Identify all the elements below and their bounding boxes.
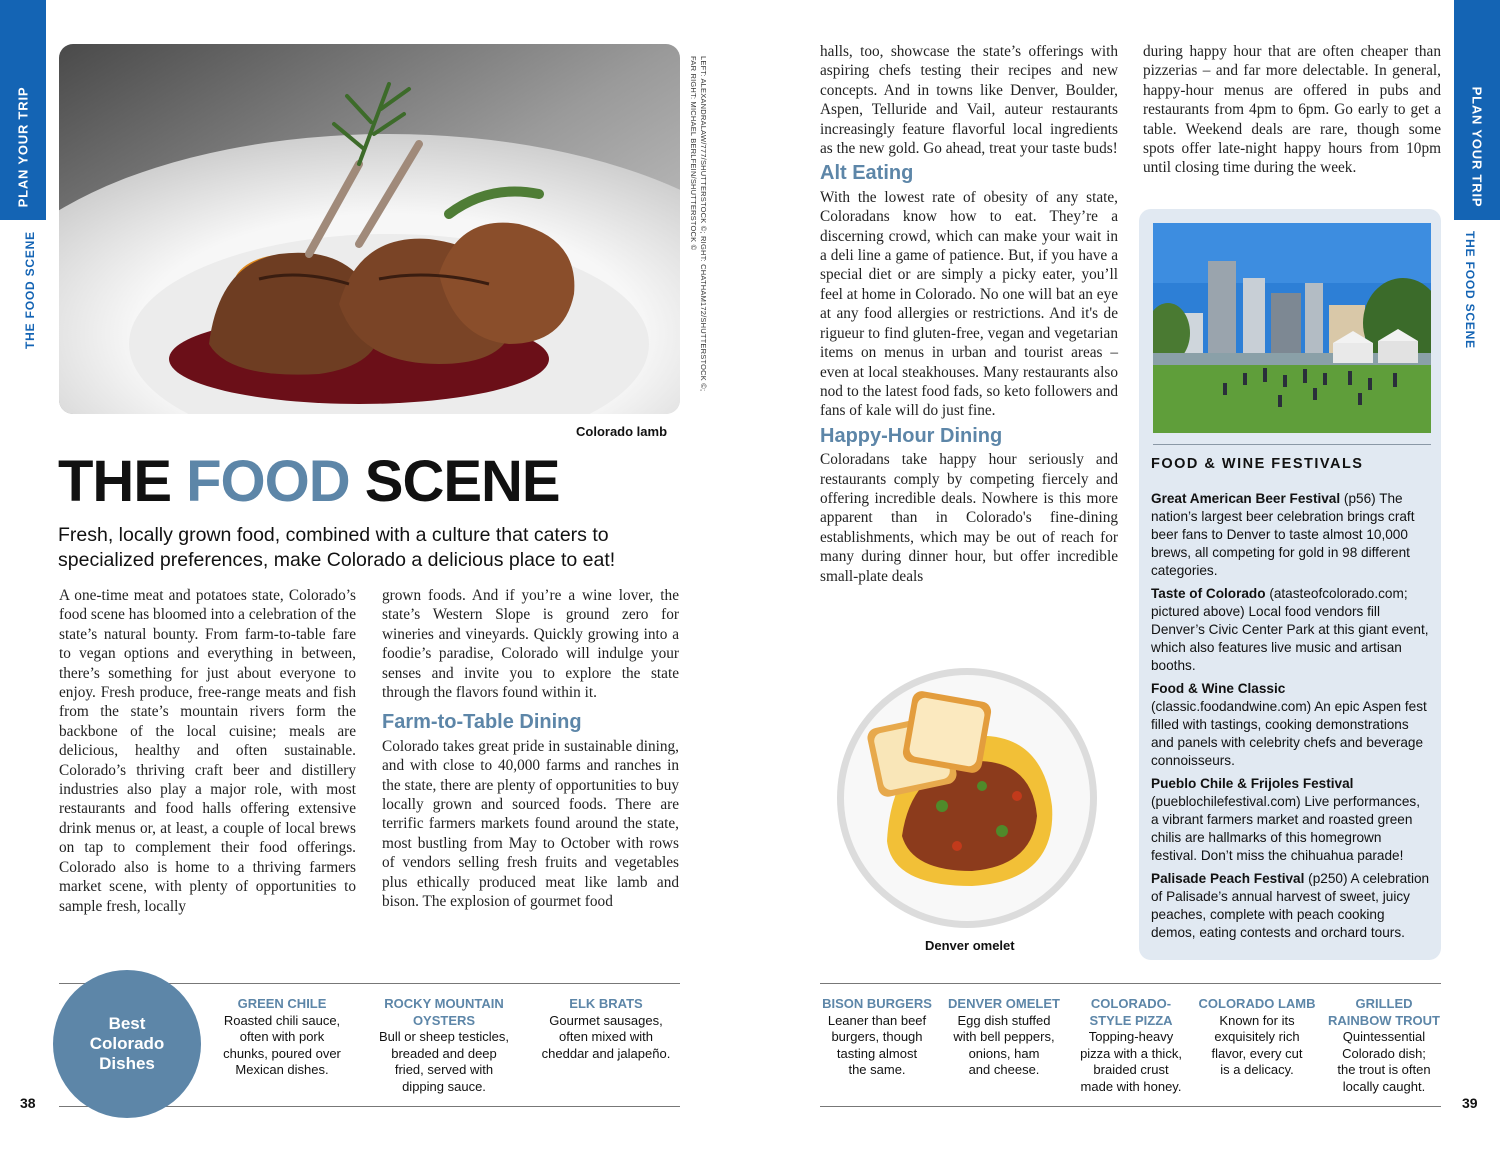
- festival-name: Palisade Peach Festival: [1151, 871, 1305, 886]
- page-number-right: 39: [1462, 1095, 1478, 1111]
- festival-item: [1151, 585, 1431, 675]
- dish-desc: Egg dish stuffed: [957, 1012, 1051, 1028]
- festival-desc: (atasteofcolorado.com; pictured above) Local food vendors fill Denver’s Civic Center Park at this giant event, which also features live music and artisan booths.: [1151, 586, 1429, 673]
- dishes-bottom-rule-right: [820, 1106, 1441, 1107]
- dish-desc: pizza with a thick,: [1080, 1045, 1182, 1061]
- dish-name: COLORADO LAMB: [1198, 996, 1316, 1011]
- col1-paragraph: A one-time meat and potatoes state, Colorado’s food scene has bloomed into a celebration of the state’s natural bounty. From farm-to-table fare to vegan options and everything in between, there’s something for just about everyone to enjoy. Fresh produce, free-range meats and fish from the state’s mountain rivers form the backbone of the local cuisine; meals are delicious, healthy and often sustainable. Colorado’s thriving craft beer and distillery industries also play a major role, with most restaurants and food halls offering extensive drink menus or, at least, a couple of local brews on tap to complement their food offerings. Colorado also is home to a thriving farmers market scene, with plenty of opportunities to sample fresh, locally: [59, 587, 356, 915]
- dish-desc: fried, served with: [394, 1062, 494, 1077]
- dish-name: ROCKY MOUNTAIN: [384, 996, 504, 1011]
- dish-desc: is a delicacy.: [1220, 1062, 1294, 1077]
- col3-paragraph-1: halls, too, showcase the state’s offerings with aspiring chefs testing their recipes and new concepts. And in towns like Denver, Boulder, Aspen, Telluride and Vail, auteur restaurants increasingly feature flavorful local ingredients as the new gold. Go ahead, treat your taste buds!: [820, 43, 1118, 158]
- dishes-top-rule-right: [820, 983, 1441, 984]
- title-part-3: SCENE: [349, 449, 560, 514]
- happy-hour-heading: Happy-Hour Dining: [820, 424, 1003, 447]
- dish-name: GRILLED: [1355, 996, 1413, 1011]
- festival-heading: FOOD & WINE FESTIVALS: [1151, 456, 1364, 472]
- dish-desc: Colorado dish;: [1342, 1045, 1426, 1061]
- lamb-caption: Colorado lamb: [576, 424, 668, 439]
- dish-name: ELK BRATS: [569, 996, 643, 1011]
- festival-name: Pueblo Chile & Frijoles Festival: [1151, 776, 1354, 791]
- festival-desc: (p56) The nation’s largest beer celebration brings craft beer fans to Denver to taste almost 10,000 brews, all competing for gold in 98 different categories.: [1151, 491, 1415, 578]
- photo-credit-line1: LEFT: ALEXANDRALAW/777/SHUTTERSTOCK ©; RIGHT: CHATHAM172/SHUTTERSTOCK ©;: [699, 56, 708, 392]
- festival-sidebar: [1139, 209, 1441, 960]
- col2-paragraph-2: Colorado takes great pride in sustainable dining, and with close to 40,000 farms and ranches in the state, there are plenty of opportunities to buy locally grown and sourced foods. There are terrific farmers markets found around the state, most bustling from May to October with rows of vendors selling fresh fruits and vegetables plus ethically produced meat like lamb and bison. The explosion of gourmet food: [382, 737, 679, 911]
- dish-bison-burgers: [818, 996, 936, 1079]
- col2-paragraph-1: grown foods. And if you’re a wine lover, the state’s Western Slope is ground zero for wineries and vineyards. Quickly growing into a foodie’s paradise, Colorado will indulge your senses and invite you to explore the state through the flavors found within it.: [382, 587, 679, 702]
- dish-desc: chunks, poured over: [223, 1045, 341, 1061]
- badge-line-2: Colorado: [89, 1034, 165, 1053]
- left-section-label: PLAN YOUR TRIP: [15, 86, 31, 208]
- festival-item: [1151, 775, 1431, 865]
- dish-desc: Mexican dishes.: [235, 1062, 329, 1077]
- dish-desc: and cheese.: [968, 1062, 1040, 1077]
- dish-elk-brats: [530, 996, 682, 1062]
- dish-desc: Leaner than beef: [827, 1012, 927, 1028]
- badge-line-1: Best: [108, 1014, 146, 1033]
- omelet-caption: Denver omelet: [925, 938, 1015, 953]
- dish-desc: Topping-heavy: [1088, 1029, 1174, 1044]
- col4-paragraph: during happy hour that are often cheaper than pizzerias – and far more delectable. In general, happy-hour menus are offered in pubs and restaurants from 4pm to 6pm. Go early to get a table. Weekend deals are rare, though some spots offer late-night happy hours from 10pm until closing time during the week.: [1143, 43, 1441, 177]
- festival-name: Great American Beer Festival: [1151, 491, 1341, 506]
- festival-item: [1151, 490, 1431, 580]
- photo-credit-line2: FAR RIGHT: MICHAEL BERLFEIN/SHUTTERSTOCK ©: [689, 56, 698, 251]
- taste-of-colorado-photo: [1153, 223, 1431, 433]
- dish-desc: dipping sauce.: [402, 1078, 486, 1094]
- dish-colorado-style-pizza: [1070, 996, 1192, 1095]
- dish-desc: Quintessential: [1342, 1029, 1426, 1044]
- dish-desc: locally caught.: [1342, 1078, 1426, 1094]
- festival-name: Taste of Colorado: [1151, 586, 1266, 601]
- dish-desc: Bull or sheep testicles,: [378, 1029, 510, 1044]
- dish-colorado-lamb: [1196, 996, 1318, 1079]
- festival-name: Food & Wine Classic: [1151, 681, 1286, 696]
- dish-desc: often mixed with: [559, 1029, 653, 1044]
- title-part-2: FOOD: [186, 449, 350, 514]
- dish-grilled-rainbow-trout: [1322, 996, 1446, 1095]
- dish-desc: Roasted chili sauce,: [223, 1012, 341, 1028]
- farm-to-table-heading: Farm-to-Table Dining: [382, 711, 582, 734]
- dish-denver-omelet: [944, 996, 1064, 1079]
- body-column-2: [382, 586, 679, 912]
- dish-name: STYLE PIZZA: [1089, 1012, 1173, 1028]
- dish-desc: the same.: [848, 1062, 906, 1077]
- dish-name: OYSTERS: [412, 1012, 476, 1028]
- best-dishes-badge: [53, 970, 201, 1118]
- dish-rocky-mountain-oysters: [369, 996, 519, 1095]
- right-section-label: PLAN YOUR TRIP: [1469, 86, 1485, 208]
- intro-text: Fresh, locally grown food, combined with a culture that caters to specialized preferences, make Colorado a delicious place to eat!: [58, 524, 616, 571]
- dish-desc: made with honey.: [1080, 1078, 1182, 1094]
- left-chapter-label: THE FOOD SCENE: [23, 231, 37, 349]
- dish-name: BISON BURGERS: [822, 996, 932, 1011]
- dish-desc: Gourmet sausages,: [549, 1012, 663, 1028]
- title-part-1: THE: [58, 449, 187, 514]
- body-column-3: [820, 42, 1118, 586]
- body-column-1: [59, 586, 356, 916]
- dish-desc: burgers, though: [831, 1029, 923, 1044]
- photo-credit: [689, 56, 710, 396]
- festival-divider: [1153, 444, 1431, 445]
- dish-desc: with bell peppers,: [953, 1029, 1055, 1044]
- dish-desc: tasting almost: [836, 1045, 918, 1061]
- festival-item: [1151, 680, 1431, 770]
- festival-desc: (classic.foodandwine.com) An epic Aspen fest filled with tastings, cooking demonstrations and panels with celebrity chefs and beverage connoisseurs.: [1151, 699, 1427, 768]
- dish-name: COLORADO-: [1090, 996, 1172, 1011]
- dish-desc: onions, ham: [968, 1045, 1040, 1061]
- page-number-left: 38: [20, 1095, 36, 1111]
- festival-list: [1151, 490, 1431, 947]
- dish-desc: braided crust: [1093, 1062, 1169, 1077]
- dish-desc: exquisitely rich: [1214, 1029, 1300, 1044]
- colorado-lamb-photo: [59, 44, 680, 414]
- dish-desc: breaded and deep: [391, 1045, 497, 1061]
- dish-green-chile: [212, 996, 352, 1079]
- festival-item: [1151, 870, 1431, 942]
- festival-desc: (p250) A celebration of Palisade’s annual harvest of sweet, juicy peaches, complete with peach cooking demos, eating contests and orchard tours.: [1151, 871, 1430, 940]
- badge-line-3: Dishes: [99, 1054, 155, 1073]
- dish-desc: cheddar and jalapeño.: [541, 1045, 671, 1061]
- dish-desc: flavor, every cut: [1211, 1045, 1303, 1061]
- col3-paragraph-2: With the lowest rate of obesity of any state, Coloradans know how to eat. They’re a discerning crowd, which can make your wait in a deli line a game of patience. But, if you have a special diet or are simply a picky eater, you’ll feel at home in Colorado. No one will bat an eye at any food allergies or restrictions. And it's de rigueur to find gluten-free, vegan and vegetarian items on menus in urban and tourist areas – even at local steakhouses. Many restaurants also nod to the latest food fads, so keto followers and fans of kale will do just fine.: [820, 188, 1118, 420]
- col3-paragraph-3: Coloradans take happy hour seriously and restaurants comply by competing fiercely and offering incredible deals. Nowhere is this more apparent than in Colorado's fine-dining establishments, which may be out of reach for many during dinner hour, but offer incredible small-plate deals: [820, 451, 1118, 585]
- alt-eating-heading: Alt Eating: [820, 162, 914, 185]
- dish-desc: Known for its: [1219, 1012, 1295, 1028]
- right-chapter-label: THE FOOD SCENE: [1463, 231, 1477, 349]
- dish-name: RAINBOW TROUT: [1328, 1012, 1440, 1028]
- body-column-4: [1143, 42, 1441, 178]
- dish-name: DENVER OMELET: [948, 996, 1060, 1011]
- festival-desc: (pueblochilefestival.com) Live performances, a vibrant farmers market and roasted green chilis are hallmarks of this homegrown festival. Don’t miss the chihuahua parade!: [1151, 794, 1420, 863]
- dish-desc: often with pork: [239, 1029, 325, 1044]
- page-title: [58, 450, 560, 514]
- denver-omelet-photo: [832, 666, 1102, 930]
- dish-desc: the trout is often: [1337, 1062, 1431, 1077]
- dish-name: GREEN CHILE: [237, 996, 327, 1011]
